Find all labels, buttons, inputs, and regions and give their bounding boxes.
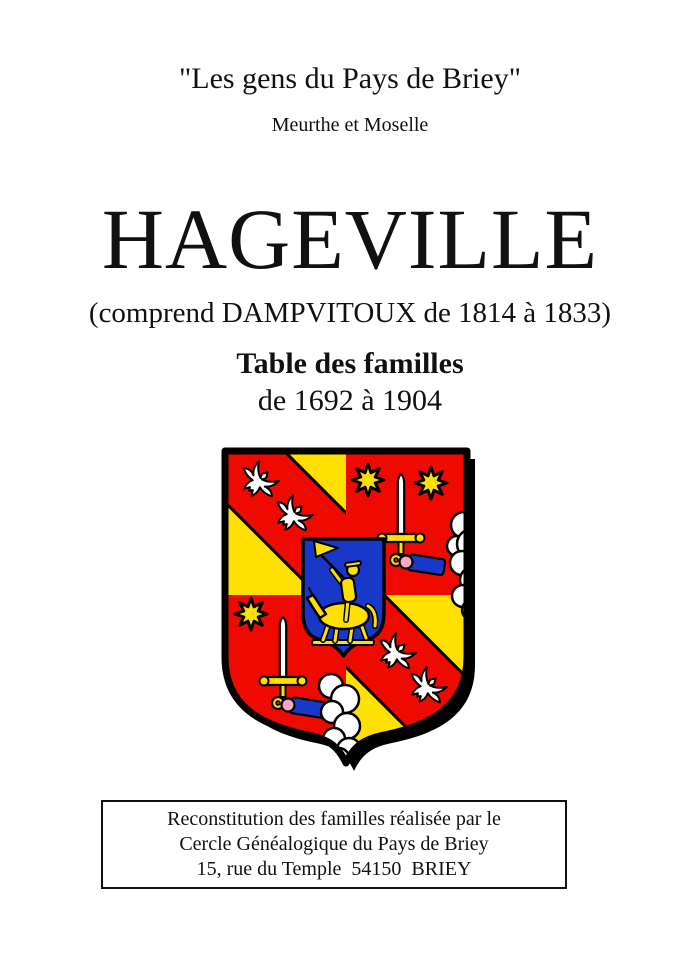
publisher-box: [101, 800, 567, 889]
date-range: de 1692 à 1904: [257, 384, 443, 417]
coat-of-arms-image: [221, 447, 483, 781]
region-subtitle: Meurthe et Moselle: [271, 114, 429, 136]
series-title: "Les gens du Pays de Briey": [179, 62, 521, 95]
table-heading: Table des familles: [236, 347, 464, 380]
page-title: HAGEVILLE: [101, 191, 599, 287]
publisher-line-2: Cercle Généalogique du Pays de Briey: [179, 833, 489, 855]
sun-icon: [415, 467, 447, 499]
included-note: (comprend DAMPVITOUX de 1814 à 1833): [88, 297, 612, 329]
coat-of-arms: [221, 447, 483, 781]
inescutcheon: [303, 539, 384, 656]
sun-icon: [235, 598, 267, 630]
sun-icon: [352, 464, 384, 496]
publisher-line-3: 15, rue du Temple 54150 BRIEY: [196, 858, 472, 880]
publisher-line-1: Reconstitution des familles réalisée par le: [167, 808, 501, 830]
